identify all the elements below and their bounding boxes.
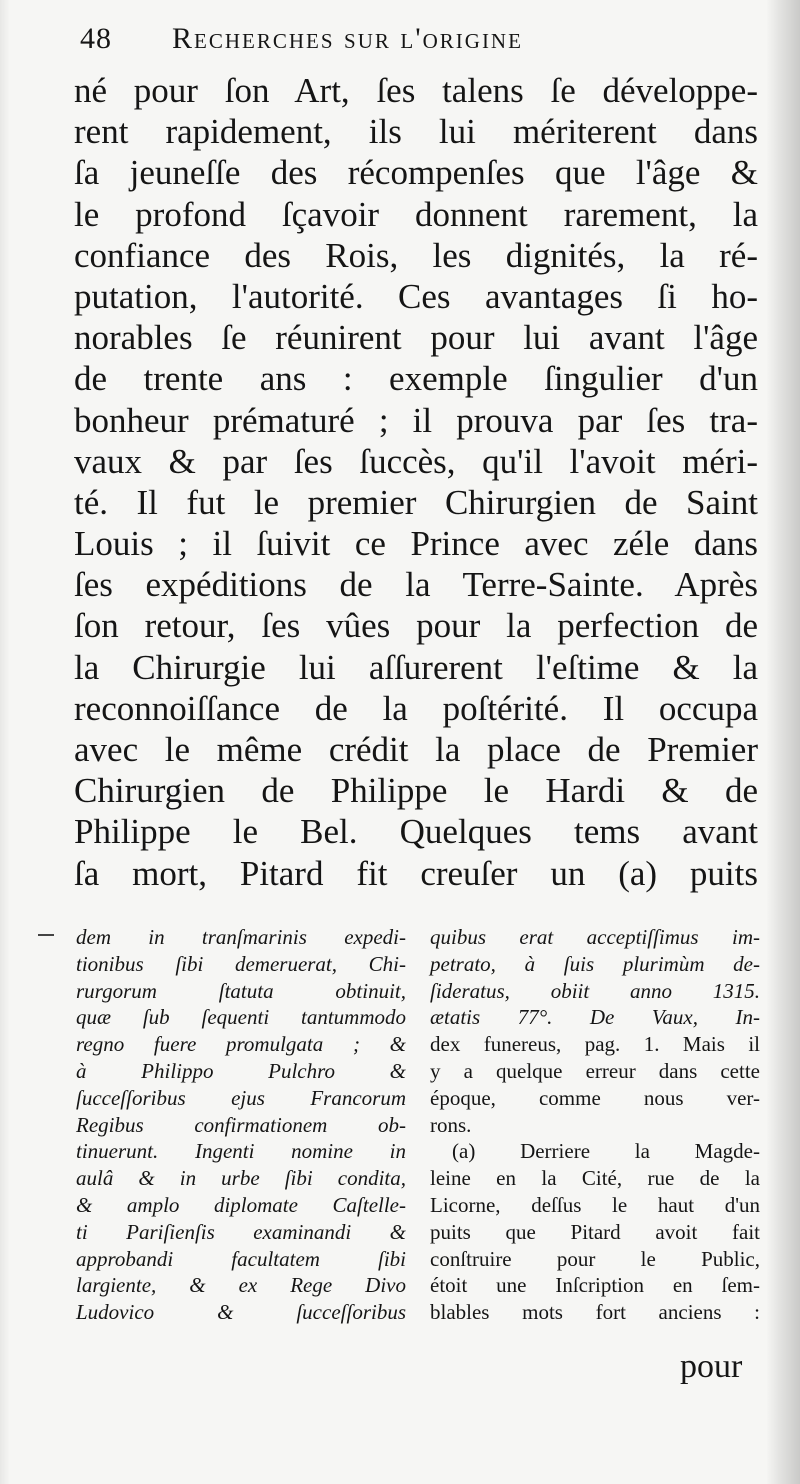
footnote-line: quæ ſub ſequenti tantummodo	[76, 1005, 406, 1030]
page-number: 48	[80, 22, 112, 55]
footnote-line: époque, comme nous ver-	[430, 1085, 760, 1110]
footnote-dash	[38, 934, 54, 936]
text-line: vaux & par ſes ſuccès, qu'il l'avoit méri-	[74, 441, 758, 481]
footnote-line: (a) Derriere la Magde-	[452, 1139, 760, 1164]
text-line: Philippe le Bel. Quelques tems avant	[74, 812, 758, 852]
footnote-line: & amplo diplomate Caſtelle-	[76, 1192, 406, 1217]
text-line: le profond ſçavoir donnent rarement, la	[74, 194, 758, 234]
footnote-line: petrato, à ſuis plurimùm de-	[430, 951, 760, 976]
footnote-line: Regibus confirmationem ob-	[76, 1112, 406, 1137]
text-line: norables ſe réunirent pour lui avant l'âge	[74, 318, 758, 358]
footnote-line: à Philippo Pulchro &	[76, 1058, 406, 1083]
footnote-line: leine en la Cité, rue de la	[430, 1166, 760, 1191]
footnote-line: ti Pariſienſis examinandi &	[76, 1219, 406, 1244]
footnote-line: conſtruire pour le Public,	[430, 1246, 760, 1271]
footnote-line: quibus erat acceptiſſimus im-	[430, 925, 760, 949]
catchword: pour	[680, 1348, 743, 1385]
text-line: Louis ; il ſuivit ce Prince avec zéle dans	[74, 524, 758, 564]
footnote-line: ſucceſſoribus ejus Francorum	[76, 1085, 406, 1110]
footnote-line: étoit une Inſcription en ſem-	[430, 1273, 760, 1298]
text-line: putation, l'autorité. Ces avantages ſi ho-	[74, 276, 758, 316]
text-line: ſon retour, ſes vûes pour la perfection de	[74, 606, 758, 646]
text-line: té. Il fut le premier Chirurgien de Saint	[74, 482, 758, 522]
running-title: Recherches sur l'origine	[172, 22, 523, 55]
footnote-line: regno fuere promulgata ; &	[76, 1032, 406, 1057]
footnote-line: ætatis 77°. De Vaux, In-	[430, 1005, 760, 1030]
footnote-column-right	[430, 924, 760, 1326]
text-line: la Chirurgie lui aſſurerent l'eſtime & la	[74, 647, 758, 687]
footnote-line: aulâ & in urbe ſibi condita,	[76, 1166, 406, 1191]
text-line: Chirurgien de Philippe le Hardi & de	[74, 771, 758, 811]
footnote-line: Licorne, deſſus le haut d'un	[430, 1192, 760, 1217]
main-text	[74, 70, 758, 894]
text-line: reconnoiſſance de la poſtérité. Il occupa	[74, 688, 758, 728]
text-line: bonheur prématuré ; il prouva par ſes tra-	[74, 400, 758, 440]
footnote-line: approbandi facultatem ſibi	[76, 1246, 406, 1271]
text-line: avec le même crédit la place de Premier	[74, 730, 758, 769]
footnote-column-left	[76, 924, 406, 1326]
footnote-line: tinuerunt. Ingenti nomine in	[76, 1139, 406, 1164]
text-line: de trente ans : exemple ſingulier d'un	[74, 359, 758, 399]
footnote-line: tionibus ſibi demeruerat, Chi-	[76, 951, 406, 976]
footnote-line: largiente, & ex Rege Divo	[76, 1273, 406, 1298]
running-header	[80, 22, 755, 66]
footnote-line: ſideratus, obiit anno 1315.	[430, 978, 760, 1003]
text-line: né pour ſon Art, ſes talens ſe développe-	[74, 71, 758, 110]
text-line: rent rapidement, ils lui mériterent dans	[74, 112, 758, 152]
text-line: ſa mort, Pitard fit creuſer un (a) puits	[74, 853, 758, 893]
footnote-line: blables mots fort anciens :	[430, 1300, 760, 1325]
footnote-line: Ludovico & ſucceſſoribus	[76, 1300, 406, 1325]
footnote-line: dem in tranſmarinis expedi-	[76, 925, 406, 949]
footnote-line: puits que Pitard avoit fait	[430, 1219, 760, 1244]
text-line: ſa jeuneſſe des récompenſes que l'âge &	[74, 153, 758, 193]
footnote-line: dex funereus, pag. 1. Mais il	[430, 1032, 760, 1057]
text-line: confiance des Rois, les dignités, la ré-	[74, 235, 758, 275]
text-line: ſes expéditions de la Terre-Sainte. Après	[74, 565, 758, 605]
footnote-line: rurgorum ſtatuta obtinuit,	[76, 978, 406, 1003]
page-gutter-shadow	[0, 0, 10, 1484]
footnote-line: y a quelque erreur dans cette	[430, 1058, 760, 1083]
footnote-line: rons.	[430, 1112, 472, 1137]
page-edge-shadow	[766, 0, 800, 1484]
